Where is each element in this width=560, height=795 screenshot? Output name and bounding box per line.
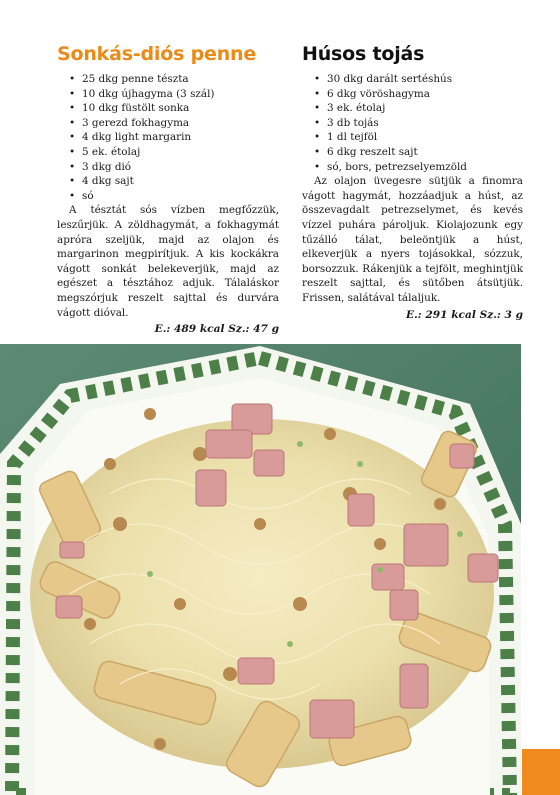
ingredient-item: • 3 dkg dió <box>69 160 279 175</box>
ingredient-item: • 3 ek. étolaj <box>314 101 523 116</box>
pasta-dish-photo <box>0 344 521 795</box>
ingredient-item: • 6 dkg vöröshagyma <box>314 87 523 102</box>
ingredient-item: • 10 dkg füstölt sonka <box>69 101 279 116</box>
recipe-title: Sonkás-diós penne <box>57 43 257 65</box>
ingredient-item: • só <box>69 189 279 204</box>
ingredient-item: • 10 dkg újhagyma (3 szál) <box>69 87 279 102</box>
ingredient-list <box>57 72 279 203</box>
ingredient-item: • 6 dkg reszelt sajt <box>314 145 523 160</box>
ingredient-item: • só, bors, petrezselyemzöld <box>314 160 523 175</box>
recipe-sonkas-dios-penne <box>57 42 279 337</box>
ingredient-item: • 30 dkg darált sertéshús <box>314 72 523 87</box>
ingredient-item: • 25 dkg penne tészta <box>69 72 279 87</box>
ingredient-item: • 4 dkg sajt <box>69 174 279 189</box>
ingredient-item: • 5 ek. étolaj <box>69 145 279 160</box>
recipe-title: Húsos tojás <box>302 43 425 65</box>
recipe-method: A tésztát sós vízben megfőzzük, leszűrjük. A zöldhagymát, a fokhagymát apróra szeljük, majd az olajon és margarinon megpirítjuk. A kis kockákra vágott sonkát belekeverjük, majd az egészet a tésztához adjuk. Tálaláskor megszórjuk reszelt sajttal és durvára vágott dióval. <box>57 204 279 319</box>
ingredient-item: • 3 db tojás <box>314 116 523 131</box>
page-edge-tab <box>522 749 560 795</box>
ingredient-item: • 3 gerezd fokhagyma <box>69 116 279 131</box>
ingredient-item: • 1 dl tejföl <box>314 130 523 145</box>
recipe-husos-tojas <box>302 42 523 323</box>
recipe-method: Az olajon üvegesre sütjük a finomra vágott hagymát, hozzáadjuk a húst, az összevagdalt petrezselymet, és kevés vízzel puhára pároljuk. Kiolajozunk egy tűzálló tálat, beleöntjük a húst, elkeverjük a nyers tojásokkal, sózzuk, borsozzuk. Rákenjük a tejfölt, meghintjük reszelt sajttal, és sütőben átsütjük. Frissen, salátával tálaljuk. <box>302 175 523 304</box>
nutrition-info: E.: 489 kcal Sz.: 47 g <box>154 323 279 336</box>
nutrition-info: E.: 291 kcal Sz.: 3 g <box>406 308 523 321</box>
ingredient-list <box>302 72 523 174</box>
ingredient-item: • 4 dkg light margarin <box>69 130 279 145</box>
